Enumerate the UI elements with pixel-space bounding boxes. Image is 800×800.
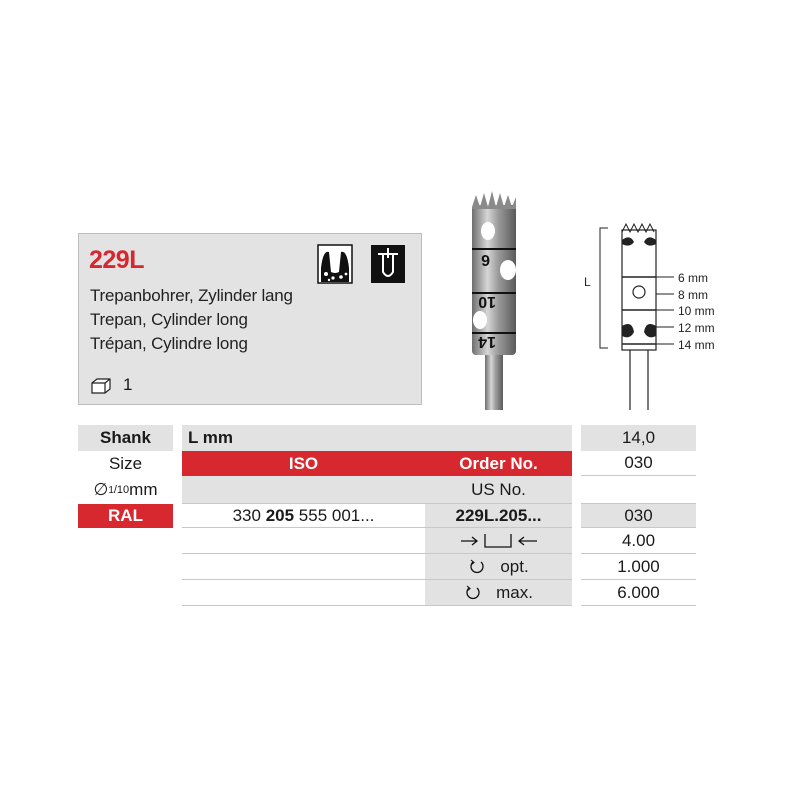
size-unit-label: ∅ 1 /10 mm — [78, 476, 173, 504]
description-en: Trepan, Cylinder long — [90, 310, 248, 329]
depth-10mm: 10 mm — [678, 304, 715, 318]
size-value: 030 — [581, 451, 696, 476]
iso-empty-cell — [182, 476, 425, 504]
rotation-icon — [464, 584, 482, 602]
working-depth-symbol — [425, 528, 572, 554]
depth-14mm: 14 mm — [678, 338, 715, 352]
speed-opt-empty-cell — [182, 554, 425, 580]
iso-header: ISO — [182, 451, 425, 476]
depth-empty-cell — [182, 528, 425, 554]
l-mm-label: L mm — [182, 425, 572, 451]
depth-value: 4.00 — [581, 528, 696, 554]
us-no-label: US No. — [425, 476, 572, 504]
shank-label: Shank — [78, 425, 173, 451]
ral-value: 030 — [581, 504, 696, 528]
speed-max-empty-cell — [182, 580, 425, 606]
pack-quantity: 1 — [123, 375, 133, 394]
trepan-photo — [460, 185, 540, 410]
depth-8mm: 8 mm — [678, 288, 708, 302]
bone-indication-icon — [317, 244, 353, 284]
mark-6: 6 — [481, 251, 490, 268]
length-label: L — [584, 275, 591, 289]
ral-label: RAL — [78, 504, 173, 528]
implant-indication-icon — [370, 244, 406, 284]
product-card — [78, 233, 422, 405]
size-unit-value-empty — [581, 476, 696, 504]
mark-10: 10 — [478, 293, 496, 310]
package-icon — [91, 378, 111, 394]
speed-opt-value: 1.000 — [581, 554, 696, 580]
iso-number: 330 205 555 001... — [182, 504, 425, 528]
description-de: Trepanbohrer, Zylinder lang — [90, 286, 293, 305]
speed-opt-label: opt. — [425, 554, 572, 580]
description-fr: Trépan, Cylindre long — [90, 334, 248, 353]
trepan-diagram — [570, 220, 730, 410]
depth-12mm: 12 mm — [678, 321, 715, 335]
speed-max-label: max. — [425, 580, 572, 606]
order-number: 229L.205... — [425, 504, 572, 528]
speed-max-value: 6.000 — [581, 580, 696, 606]
order-no-header: Order No. — [425, 451, 572, 476]
size-label: Size — [78, 451, 173, 476]
l-mm-value: 14,0 — [581, 425, 696, 451]
product-code: 229L — [89, 246, 144, 274]
mark-14: 14 — [478, 333, 496, 350]
depth-stop-icon — [459, 531, 539, 551]
rotation-icon — [468, 558, 486, 576]
depth-6mm: 6 mm — [678, 271, 708, 285]
